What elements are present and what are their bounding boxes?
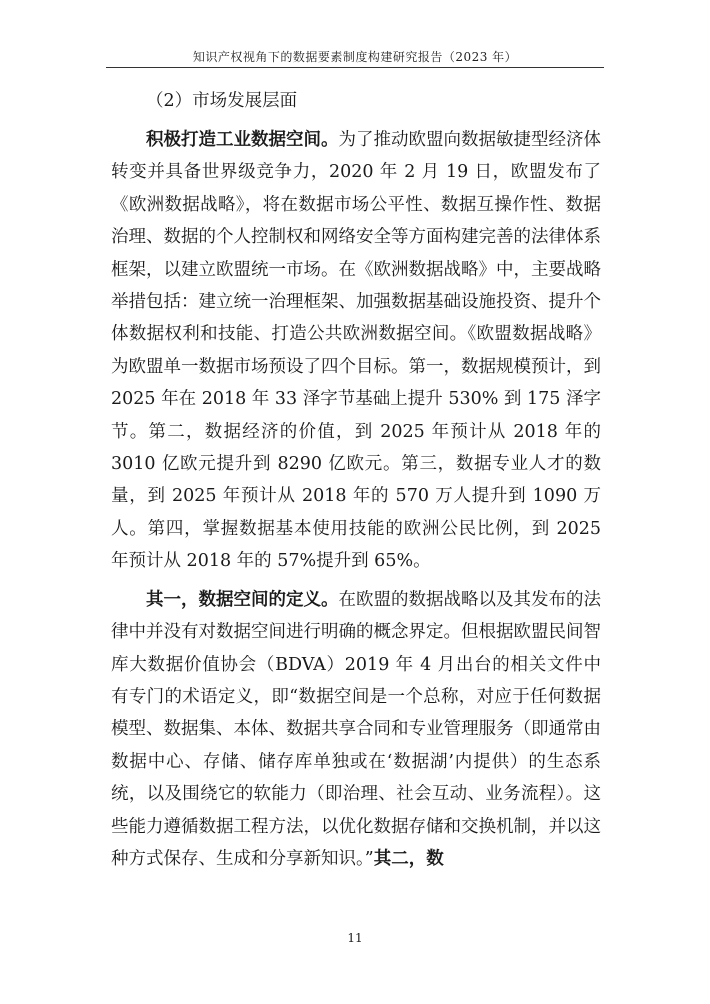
section-heading: （2）市场发展层面 bbox=[146, 91, 298, 111]
body-content bbox=[111, 86, 601, 875]
paragraph-body: 为了推动欧盟向数据敏捷型经济体转变并具备世界级竞争力，2020 年 2 月 19 日，欧盟发布了《欧洲数据战略》，将在数据市场公平性、数据互操作性、数据治理、数据的个人控制权和网络安全等方面构建完善的法律体系框架，以建立欧盟统一市场。在《欧洲数据战略》中，主要战略举措包括：建立统一治理框架、加强数据基础设施投资、提升个体数据权利和技能、打造公共欧洲数据空间。《欧盟数据战略》为欧盟单一数据市场预设了四个目标。第一，数据规模预计，到 2025 年在 2018 年 33 泽字节基础上提升 530% 到 175 泽字节。第二，数据经济的价值，到 2025 年预计从 2018 年的 3010 亿欧元提升到 8290 亿欧元。第三，数据专业人才的数量，到 2025 年预计从 2018 年的 570 万人提升到 1090 万人。第四，掌握数据基本使用技能的欧洲公民比例，到 2025 年预计从 2018 年的 57%提升到 65%。 bbox=[111, 130, 601, 572]
paragraph-data-space-definition bbox=[111, 584, 601, 876]
running-header: 知识产权视角下的数据要素制度构建研究报告（2023 年） bbox=[192, 50, 518, 64]
paragraph-body: 在欧盟的数据战略以及其发布的法律中并没有对数据空间进行明确的概念界定。但根据欧盟民间智库大数据价值协会（BDVA）2019 年 4 月出台的相关文件中有专门的术语定义，即“数据空间是一个总称，对应于任何数据模型、数据集、本体、数据共享合同和专业管理服务（即通常由数据中心、存储、储存库单独或在‘数据湖’内提供）的生态系统，以及围绕它的软能力（即治理、社会互动、业务流程）。这些能力遵循数据工程方法，以优化数据存储和交换机制，并以这种方式保存、生成和分享新知识。” bbox=[111, 589, 601, 869]
paragraph-lead: 其一，数据空间的定义。 bbox=[146, 589, 339, 610]
paragraph-industrial-data-space bbox=[111, 124, 601, 578]
paragraph-lead: 积极打造工业数据空间。 bbox=[146, 130, 339, 150]
header-divider bbox=[106, 67, 604, 68]
paragraph-trailing-lead: 其二，数 bbox=[373, 848, 444, 869]
page-number: 11 bbox=[347, 931, 363, 945]
